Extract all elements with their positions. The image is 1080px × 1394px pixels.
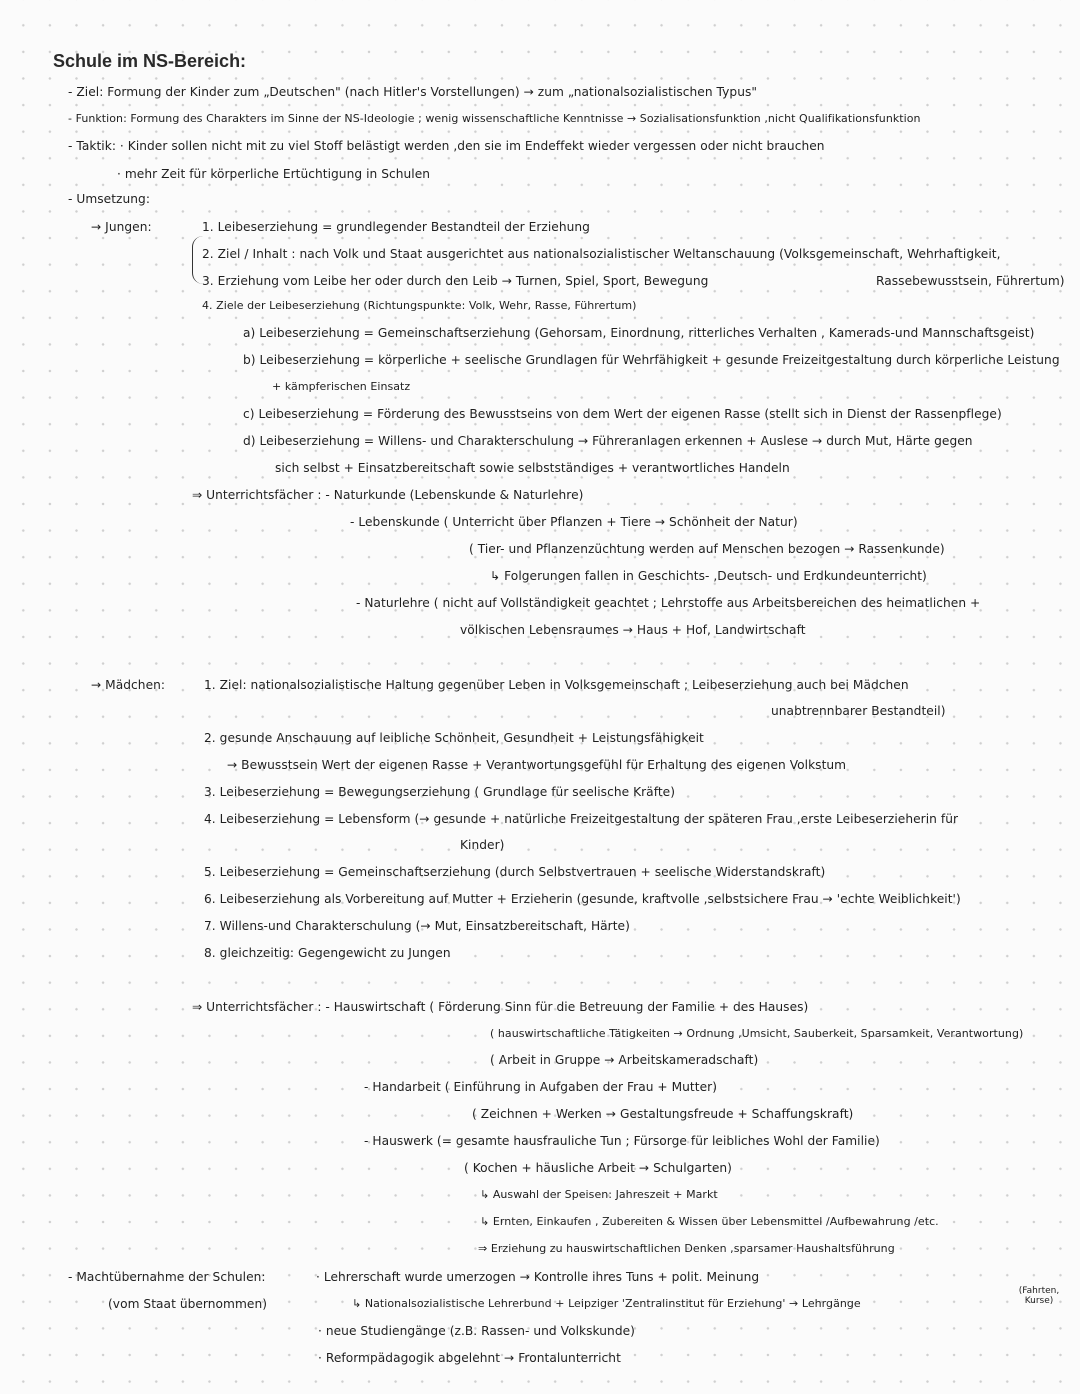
note-aside: (Fahrten, Kurse)	[1018, 1286, 1060, 1306]
note-line: 7. Willens-und Charakterschulung (→ Mut, Einsatzbereitschaft, Härte)	[204, 919, 630, 933]
note-line: ⇒ Unterrichtsfächer : - Hauswirtschaft ( Förderung Sinn für die Betreuung der Familie + des Hauses)	[192, 1000, 809, 1014]
note-line: - Handarbeit ( Einführung in Aufgaben der Frau + Mutter)	[364, 1080, 718, 1094]
note-line: b) Leibeserziehung = körperliche + seelische Grundlagen für Wehrfähigkeit + gesunde Freizeitgestaltung durch körperliche Leistung	[243, 353, 1060, 367]
note-line: 3. Leibeserziehung = Bewegungserziehung ( Grundlage für seelische Kräfte)	[204, 785, 675, 799]
note-line: - Naturlehre ( nicht auf Vollständigkeit geachtet ; Lehrstoffe aus Arbeitsbereichen des heimatlichen +	[356, 596, 981, 610]
note-line: 6. Leibeserziehung als Vorbereitung auf Mutter + Erzieherin (gesunde, kraftvolle ,selbstsichere Frau → 'echte Weiblichkeit')	[204, 892, 961, 906]
note-line: unabtrennbarer Bestandteil)	[771, 704, 946, 718]
note-line: 8. gleichzeitig: Gegengewicht zu Jungen	[204, 946, 451, 960]
note-line: ⇒ Erziehung zu hauswirtschaftlichen Denken ,sparsamer Haushaltsführung	[478, 1242, 895, 1255]
note-line: ↳ Auswahl der Speisen: Jahreszeit + Markt	[480, 1188, 718, 1201]
note-line-taktik: - Taktik: · Kinder sollen nicht mit zu viel Stoff belästigt werden ,den sie im Endeffekt wieder vergessen oder nicht brauchen	[68, 139, 825, 153]
note-line: Kinder)	[460, 838, 505, 852]
note-line: ↳ Ernten, Einkaufen , Zubereiten & Wissen über Lebensmittel /Aufbewahrung /etc.	[480, 1215, 939, 1228]
note-line: + kämpferischen Einsatz	[272, 380, 411, 393]
note-line: ( Kochen + häusliche Arbeit → Schulgarten)	[464, 1161, 732, 1175]
note-line: ( Tier- und Pflanzenzüchtung werden auf Menschen bezogen → Rassenkunde)	[469, 542, 945, 556]
note-line: 3. Erziehung vom Leibe her oder durch den Leib → Turnen, Spiel, Sport, Bewegung	[202, 274, 709, 288]
note-line: 4. Leibeserziehung = Lebensform (→ gesunde + natürliche Freizeitgestaltung der späteren Frau ,erste Leibeserzieherin für	[204, 812, 959, 826]
note-line: 4. Ziele der Leibeserziehung (Richtungspunkte: Volk, Wehr, Rasse, Führertum)	[202, 299, 637, 312]
note-line: · Reformpädagogik abgelehnt → Frontalunterricht	[318, 1351, 621, 1365]
note-line: (vom Staat übernommen)	[108, 1297, 268, 1311]
note-line-taktik-2: · mehr Zeit für körperliche Ertüchtigung in Schulen	[117, 167, 431, 181]
note-line-funktion: - Funktion: Formung des Charakters im Sinne der NS-Ideologie ; wenig wissenschaftliche Kenntnisse → Sozialisationsfunktion ,nicht Qualifikationsfunktion	[68, 112, 921, 125]
note-line: ↳ Folgerungen fallen in Geschichts- ,Deutsch- und Erdkundeunterricht)	[490, 569, 927, 583]
note-line: ↳ Nationalsozialistische Lehrerbund + Leipziger 'Zentralinstitut für Erziehung' → Lehrgänge	[352, 1297, 861, 1310]
note-line: 2. Ziel / Inhalt : nach Volk und Staat ausgerichtet aus nationalsozialistischer Weltanschauung (Volksgemeinschaft, Wehrhaftigkeit,	[202, 247, 1001, 261]
note-line: Rassebewusstsein, Führertum)	[876, 274, 1065, 288]
heading-jungen: → Jungen:	[91, 220, 152, 234]
page-title: Schule im NS-Bereich:	[53, 51, 247, 71]
heading-maedchen: → Mädchen:	[91, 678, 166, 692]
note-line: 5. Leibeserziehung = Gemeinschaftserziehung (durch Selbstvertrauen + seelische Widerstandskraft)	[204, 865, 826, 879]
note-line: 1. Ziel: nationalsozialistische Haltung gegenüber Leben in Volksgemeinschaft ; Leibeserziehung auch bei Mädchen	[204, 678, 909, 692]
note-line: c) Leibeserziehung = Förderung des Bewusstseins von dem Wert der eigenen Rasse (stellt sich in Dienst der Rassenpflege)	[243, 407, 1002, 421]
note-line: 1. Leibeserziehung = grundlegender Bestandteil der Erziehung	[202, 220, 590, 234]
note-line: ( hauswirtschaftliche Tätigkeiten → Ordnung ,Umsicht, Sauberkeit, Sparsamkeit, Verantwortung)	[490, 1027, 1024, 1040]
note-line-umsetzung: - Umsetzung:	[68, 192, 150, 206]
note-line: · Lehrerschaft wurde umerzogen → Kontrolle ihres Tuns + polit. Meinung	[316, 1270, 760, 1284]
note-line: ( Arbeit in Gruppe → Arbeitskameradschaft)	[490, 1053, 759, 1067]
note-line: · neue Studiengänge (z.B. Rassen- und Volkskunde)	[318, 1324, 635, 1338]
note-line: völkischen Lebensraumes → Haus + Hof, Landwirtschaft	[460, 623, 806, 637]
note-line: - Lebenskunde ( Unterricht über Pflanzen + Tiere → Schönheit der Natur)	[350, 515, 798, 529]
note-line: - Hauswerk (= gesamte hausfrauliche Tun ; Fürsorge für leibliches Wohl der Familie)	[364, 1134, 880, 1148]
note-line: a) Leibeserziehung = Gemeinschaftserziehung (Gehorsam, Einordnung, ritterliches Verhalten , Kamerads-und Mannschaftsgeist)	[243, 326, 1035, 340]
note-line: ⇒ Unterrichtsfächer : - Naturkunde (Lebenskunde & Naturlehre)	[192, 488, 584, 502]
note-line: 2. gesunde Anschauung auf leibliche Schönheit, Gesundheit + Leistungsfähigkeit	[204, 731, 704, 745]
note-line: d) Leibeserziehung = Willens- und Charakterschulung → Führeranlagen erkennen + Auslese → durch Mut, Härte gegen	[243, 434, 973, 448]
note-line-machtuebernahme: - Machtübernahme der Schulen:	[68, 1270, 266, 1284]
note-line-ziel: - Ziel: Formung der Kinder zum „Deutschen" (nach Hitler's Vorstellungen) → zum „nationalsozialistischen Typus"	[68, 85, 758, 99]
note-line: ( Zeichnen + Werken → Gestaltungsfreude + Schaffungskraft)	[472, 1107, 854, 1121]
note-line: sich selbst + Einsatzbereitschaft sowie selbstständiges + verantwortliches Handeln	[275, 461, 790, 475]
note-line: → Bewusstsein Wert der eigenen Rasse + Verantwortungsgefühl für Erhaltung des eigenen Volkstum	[227, 758, 847, 772]
